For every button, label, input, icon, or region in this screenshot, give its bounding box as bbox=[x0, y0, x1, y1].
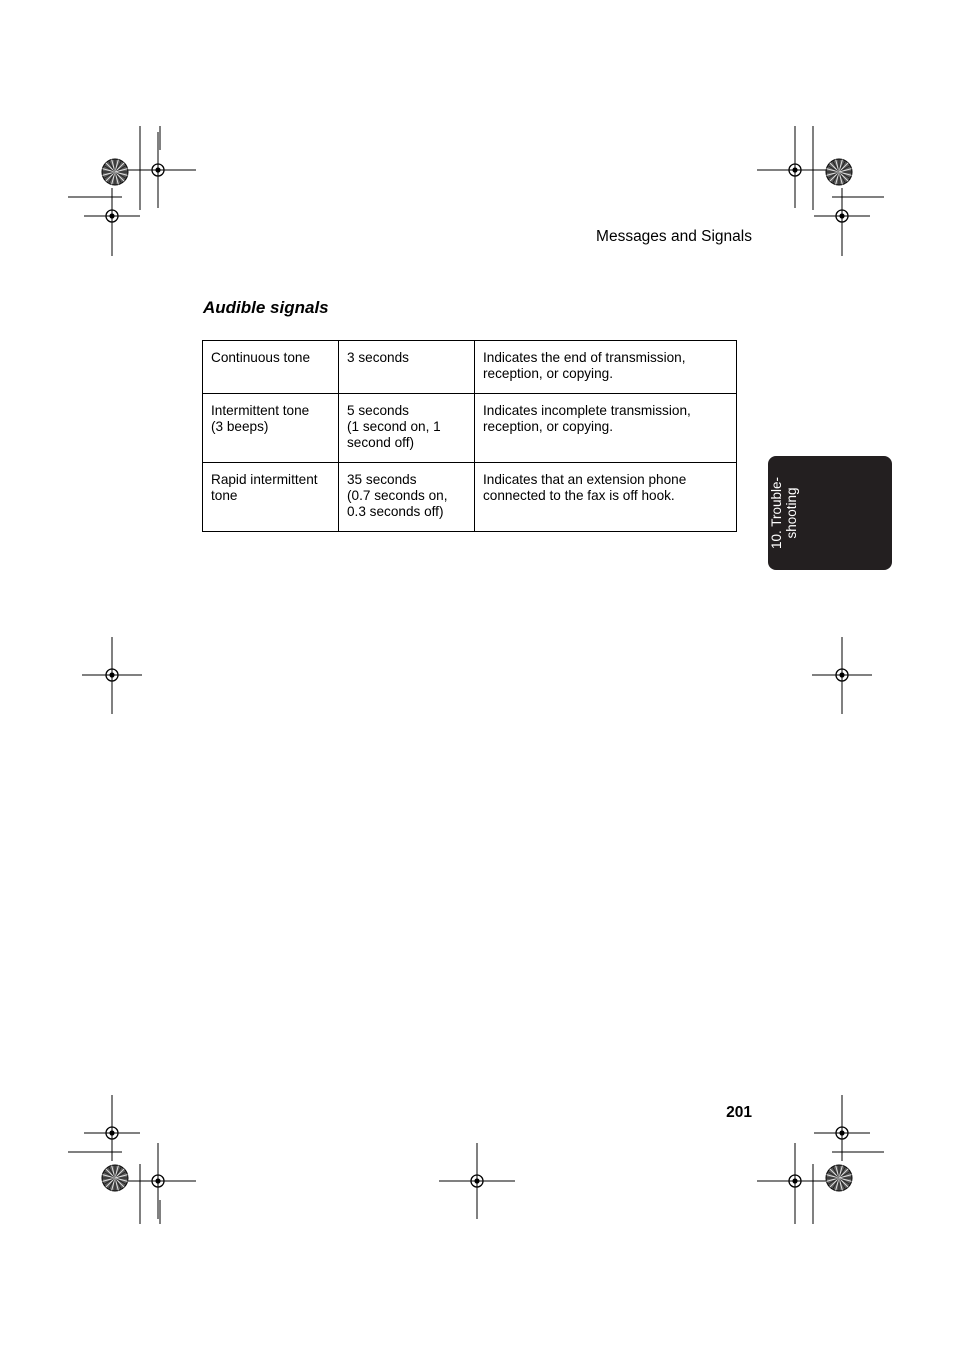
color-star-target-icon bbox=[102, 1165, 128, 1191]
registration-target-icon bbox=[120, 1143, 196, 1219]
duration-cell: 5 seconds (1 second on, 1 second off) bbox=[339, 394, 475, 463]
table-row bbox=[203, 394, 737, 463]
meaning-cell: Indicates the end of transmission, reception, or copying. bbox=[475, 341, 737, 394]
signal-cell: Continuous tone bbox=[203, 341, 339, 394]
section-title: Audible signals bbox=[203, 298, 329, 317]
registration-target-icon bbox=[82, 645, 142, 705]
color-star-target-icon bbox=[102, 159, 128, 185]
table-row bbox=[203, 341, 737, 394]
meaning-cell: Indicates incomplete transmission, reception, or copying. bbox=[475, 394, 737, 463]
duration-cell: 35 seconds (0.7 seconds on, 0.3 seconds off) bbox=[339, 463, 475, 532]
signal-cell: Intermittent tone (3 beeps) bbox=[203, 394, 339, 463]
color-star-target-icon bbox=[826, 159, 852, 185]
table-row bbox=[203, 463, 737, 532]
duration-cell: 3 seconds bbox=[339, 341, 475, 394]
signal-cell: Rapid intermittent tone bbox=[203, 463, 339, 532]
chapter-side-tab-label: 10. Trouble- shooting bbox=[769, 476, 799, 550]
registration-target-icon bbox=[120, 132, 196, 208]
registration-target-icon bbox=[814, 1105, 870, 1161]
registration-target-icon bbox=[812, 645, 872, 705]
running-head: Messages and Signals bbox=[596, 228, 752, 245]
registration-target-icon bbox=[814, 188, 870, 244]
audible-signals-table bbox=[202, 340, 737, 532]
registration-target-icon bbox=[757, 1143, 833, 1219]
page-number: 201 bbox=[726, 1104, 752, 1121]
color-star-target-icon bbox=[826, 1165, 852, 1191]
registration-target-icon bbox=[757, 132, 833, 208]
registration-target-icon bbox=[439, 1143, 515, 1219]
meaning-cell: Indicates that an extension phone connected to the fax is off hook. bbox=[475, 463, 737, 532]
registration-target-icon bbox=[84, 1105, 140, 1161]
registration-target-icon bbox=[84, 188, 140, 244]
